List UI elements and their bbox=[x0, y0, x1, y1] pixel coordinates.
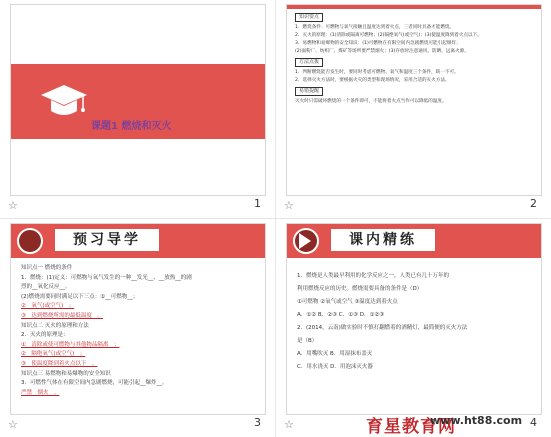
slide-title: 课题1 燃烧和灭火 bbox=[91, 121, 172, 132]
slide-header bbox=[11, 224, 265, 258]
star-outline-icon[interactable]: ☆ bbox=[8, 199, 18, 212]
text-line: 1．燃烧是人类最早利用的化学反应之一，人类已有几十万年的 bbox=[297, 273, 450, 279]
text-line: 知识点二 灭火的原理和方法 bbox=[21, 322, 89, 329]
slide-text bbox=[295, 11, 535, 106]
top-accent-bar bbox=[287, 5, 541, 9]
slide-canvas bbox=[10, 4, 266, 196]
star-outline-icon[interactable]: ☆ bbox=[284, 418, 294, 431]
slide-heading: 课内精练 bbox=[331, 229, 435, 251]
star-outline-icon[interactable]: ☆ bbox=[284, 199, 294, 212]
slide-thumbnail-4[interactable] bbox=[276, 219, 551, 437]
watermark-brand: 育星教育网 bbox=[366, 417, 456, 437]
slide-thumbnail-2[interactable] bbox=[276, 0, 551, 218]
text-line: 是（B） bbox=[297, 338, 318, 344]
text-line: 3．易燃物和易爆物的安全知识：(1)可燃物在有限空间内急剧燃烧可能引起爆炸； bbox=[295, 41, 461, 46]
watermark-url: www.ht88.com bbox=[430, 414, 523, 427]
text-line: ②__隔绝氧气(或空气)__； bbox=[21, 351, 86, 358]
slide-canvas bbox=[286, 223, 542, 415]
text-line: 2．灭火的原理是： bbox=[21, 332, 69, 339]
text-line: ③__达到燃烧所需的最低温度__。 bbox=[21, 312, 103, 319]
slide-body bbox=[21, 264, 259, 398]
slide-heading: 预习导学 bbox=[55, 229, 159, 251]
section-tag: 易错提醒 bbox=[295, 87, 323, 96]
text-line: 1．燃烧条件：可燃物与氧气接触且温度达到着火点，三者同时具备才能燃烧。 bbox=[295, 25, 455, 30]
slide-canvas bbox=[10, 223, 266, 415]
slide-number: 1 bbox=[254, 197, 261, 210]
text-line: 2．选择灭火方法时，要根据火灾的类型和现场情况，采用合适的灭火方法。 bbox=[295, 78, 450, 83]
slide-body bbox=[297, 270, 535, 374]
text-line: 2．(2014，云南)做实验时不慎打翻燃着的酒精灯，最简便的灭火方法 bbox=[297, 325, 468, 331]
text-line: 利用燃烧反应的历史。燃烧需要具备的条件是（D） bbox=[297, 286, 423, 292]
text-line: C．用水浇灭 D．用泡沫灭火器 bbox=[297, 364, 373, 370]
badge-icon bbox=[17, 228, 43, 254]
text-line: 知识点三 易燃物和易爆物的安全知识 bbox=[21, 370, 111, 377]
play-icon bbox=[299, 233, 311, 249]
slide-number: 2 bbox=[530, 197, 537, 210]
text-line: 3．可燃性气体在有限空间内急剧燃烧，可能引起__爆炸__。 bbox=[21, 380, 168, 387]
text-line: 知识点一 燃烧的条件 bbox=[21, 265, 73, 271]
section-tag: 方法点拨 bbox=[295, 58, 323, 67]
text-line: 严禁__烟火__。 bbox=[21, 389, 60, 396]
text-line: (2)面粉厂、纺织厂、煤矿等场所要严禁烟火；(3)存放时注意通风、防晒、远离火源。 bbox=[295, 49, 469, 54]
slide-canvas bbox=[286, 4, 542, 196]
text-line: A．①② B．②③ C．①③ D．①②③ bbox=[297, 312, 385, 318]
text-line: 烈的__氧化反应__。 bbox=[21, 284, 71, 291]
slide-header bbox=[287, 224, 541, 258]
text-line: ③__使温度降到着火点以下__。 bbox=[21, 360, 98, 367]
text-line: 2．灭火的原理：(1)清除或隔离可燃物；(2)隔绝氧气(或空气)；(3)使温度降到着火点以下。 bbox=[295, 33, 482, 38]
section-tag: 知识要点 bbox=[295, 13, 323, 22]
text-line: ①可燃物 ②氧气或空气 ③温度达到着火点 bbox=[297, 299, 398, 305]
text-line: A．用嘴吹灭 B．用湿抹布盖灭 bbox=[297, 351, 373, 357]
star-outline-icon[interactable]: ☆ bbox=[8, 418, 18, 431]
slide-number: 4 bbox=[530, 416, 537, 429]
text-line: ②__氧气(或空气)__； bbox=[21, 303, 75, 310]
text-line: (2)燃烧需要同时满足以下三点：①__可燃物__； bbox=[21, 293, 139, 300]
text-line: 灭火时只需破坏燃烧的一个条件即可，不能将着火点当作可以降低的温度。 bbox=[295, 99, 447, 104]
text-line: ①__清除或使可燃物与其他物品隔离__； bbox=[21, 341, 120, 348]
slide-thumbnail-1[interactable] bbox=[0, 0, 275, 218]
slide-number: 3 bbox=[254, 416, 261, 429]
slide-thumbnail-3[interactable] bbox=[0, 219, 275, 437]
text-line: 1．燃烧：(1)定义：可燃物与氧气发生的一种__发光__、__放热__的剧 bbox=[21, 274, 192, 281]
text-line: 1．判断燃烧能否发生时，要同时考虑可燃物、氧气和温度三个条件，缺一不可。 bbox=[295, 70, 459, 75]
graduation-cap-icon bbox=[39, 77, 89, 127]
